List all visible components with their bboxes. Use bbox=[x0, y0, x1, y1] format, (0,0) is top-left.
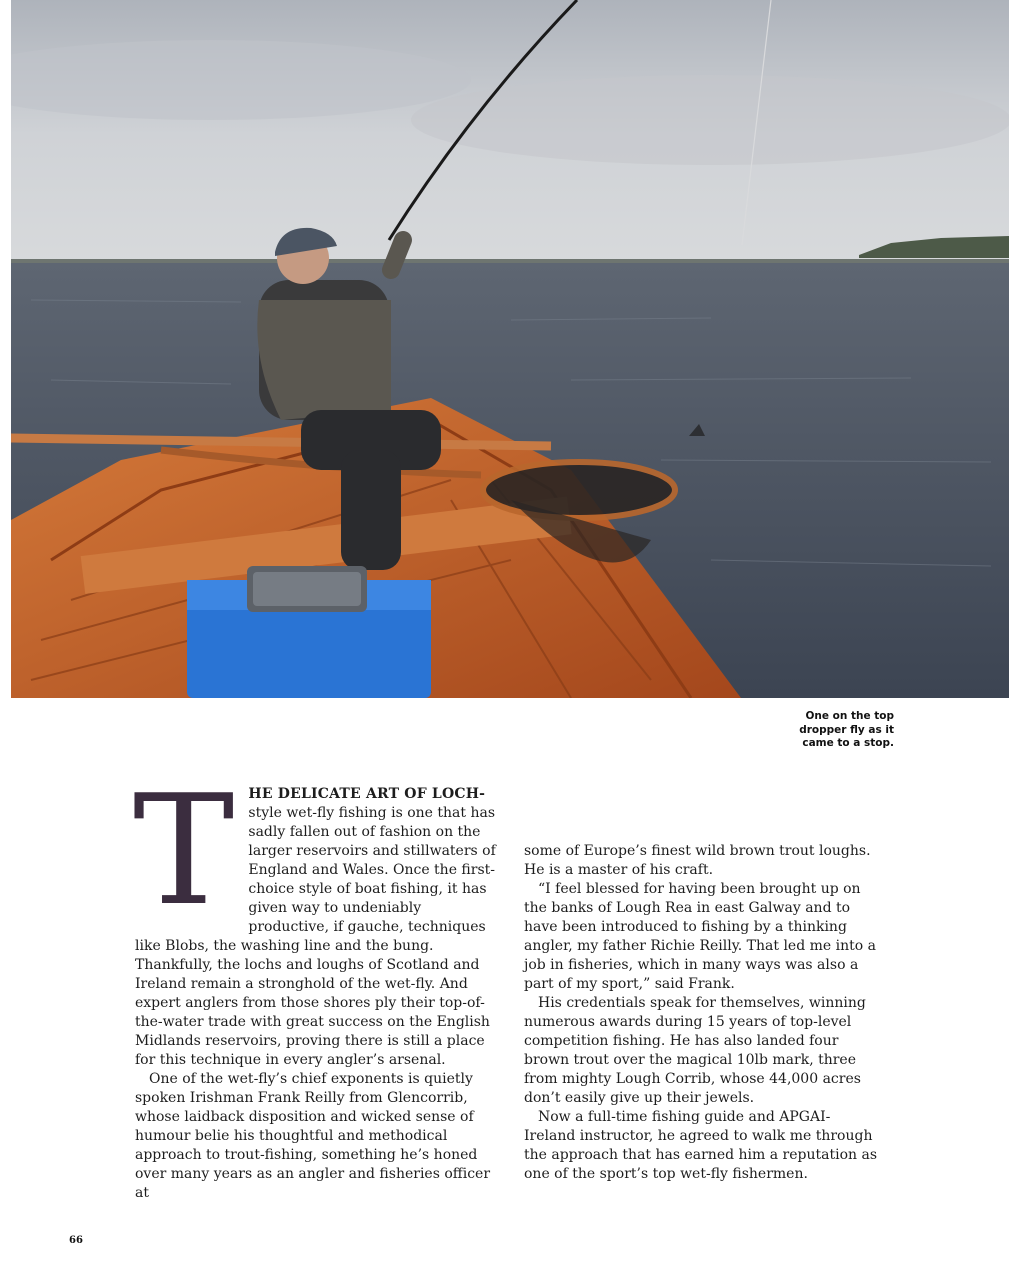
article-paragraph: His credentials speak for themselves, winning numerous awards during 15 years of top-level competition fishing. He has also landed four brown trout over the magical 10lb mark, three from mighty Lough Corrib, whose 44,000 acres don’t easily give up their jewels. bbox=[524, 995, 866, 1106]
angler-boat-illustration bbox=[11, 0, 1009, 698]
article-column-2 bbox=[524, 842, 879, 1184]
article-column-1 bbox=[133, 762, 500, 1203]
landing-net-hoop bbox=[483, 462, 675, 518]
page-number: 66 bbox=[69, 1235, 83, 1246]
article-paragraph: “I feel blessed for having been brought up on the banks of Lough Rea in east Galway and to have been introduced to fishing by a thinking angler, my father Richie Reilly. That led me into a job in fisheries, which in many ways was also a part of my sport,” said Frank. bbox=[524, 881, 876, 992]
lead-in: HE DELICATE ART OF LOCH- bbox=[248, 786, 486, 802]
paragraph-text: style wet-fly fishing is one that has sadly fallen out of fashion on the larger reservoirs and stillwaters of England and Wales. Once the first-choice style of boat fishing, it has given way to undeniably productive, if gauche, techniques like Blobs, the washing line and the bung. Thankfully, the lochs and loughs of Scotland and Ireland remain a stronghold of the wet-fly. And expert anglers from those shores ply their top-of-the-water trade with great success on the English Midlands reservoirs, proving there is still a place for this technique in every angler’s arsenal. bbox=[135, 805, 496, 1068]
article-paragraph: Now a full-time fishing guide and APGAI-Ireland instructor, he agreed to walk me through the approach that has earned him a reputation as one of the sport’s top wet-fly fishermen. bbox=[524, 1109, 878, 1182]
photo-caption: One on the top dropper fly as it came to a stop. bbox=[799, 710, 894, 749]
hero-photo bbox=[11, 0, 1009, 698]
article-paragraph: some of Europe’s finest wild brown trout loughs. He is a master of his craft. bbox=[524, 843, 871, 878]
drop-cap: T bbox=[133, 762, 235, 939]
article-paragraph: One of the wet-fly’s chief exponents is quietly spoken Irishman Frank Reilly from Glencorrib, whose laidback disposition and wicked sense of humour belie his thoughtful and methodical approach to trout-fishing, something he’s honed over many years as an angler and fisheries officer at bbox=[135, 1071, 491, 1201]
